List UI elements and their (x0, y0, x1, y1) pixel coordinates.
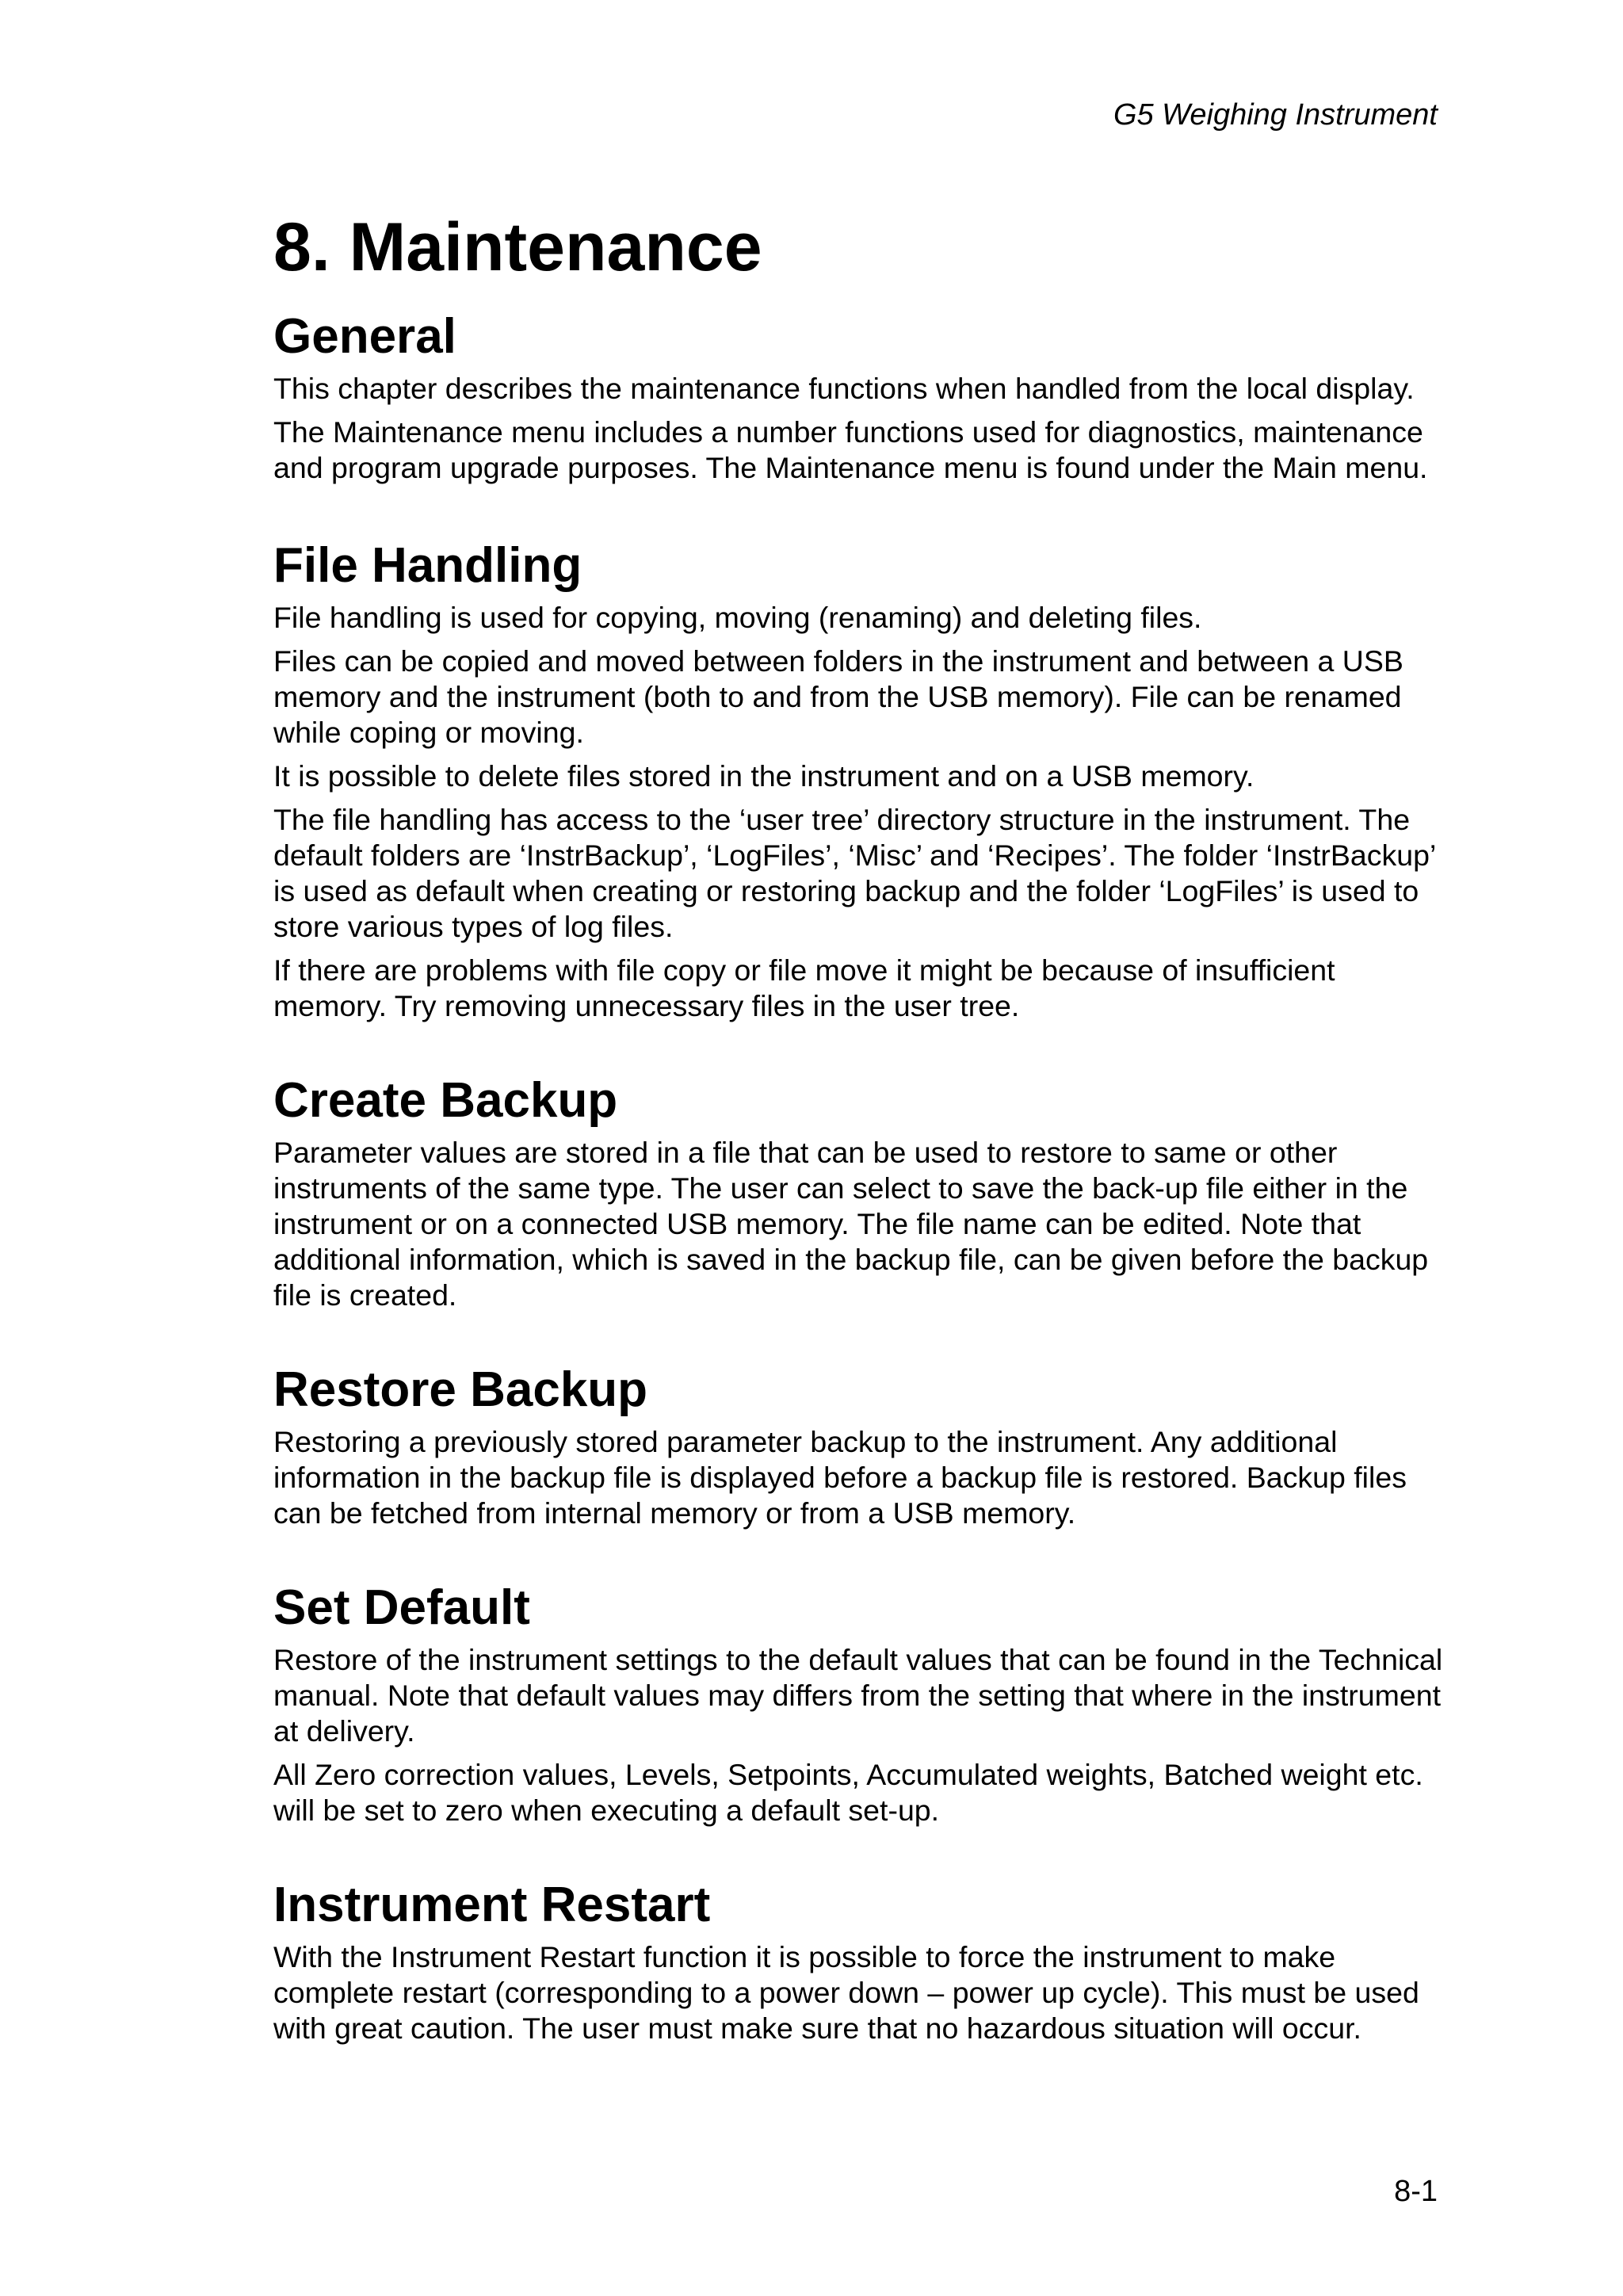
paragraph: If there are problems with file copy or file move it might be because of insufficient memory. Try removing unnecessary files in the user tree. (273, 953, 1335, 1022)
section-heading: Set Default (273, 1580, 530, 1635)
section-heading: General (273, 309, 456, 364)
page-number: 8-1 (1394, 2175, 1438, 2208)
paragraph: The Maintenance menu includes a number functions used for diagnostics, maintenance and program upgrade purposes. The Maintenance menu is found under the Main menu. (273, 415, 1428, 484)
paragraph: This chapter describes the maintenance functions when handled from the local display. (273, 372, 1415, 405)
section-file-handling (273, 537, 1446, 1024)
section-heading: File Handling (273, 538, 582, 593)
section-restore-backup (273, 1361, 1446, 1531)
paragraph: Restoring a previously stored parameter backup to the instrument. Any additional information in the backup file is displayed before a backup file is restored. Backup files can be fetched from internal memory or from a USB memory. (273, 1425, 1407, 1530)
section-create-backup (273, 1072, 1446, 1313)
section-heading: Restore Backup (273, 1362, 648, 1417)
section-instrument-restart (273, 1876, 1446, 2046)
section-set-default (273, 1579, 1446, 1828)
section-general (273, 308, 1446, 486)
section-heading: Instrument Restart (273, 1878, 711, 1932)
paragraph: All Zero correction values, Levels, Setpoints, Accumulated weights, Batched weight etc. will be set to zero when executing a default set-up. (273, 1758, 1423, 1827)
page-content (273, 208, 1446, 2094)
paragraph: File handling is used for copying, moving (renaming) and deleting files. (273, 601, 1202, 634)
running-header: G5 Weighing Instrument (1113, 98, 1438, 132)
section-heading: Create Backup (273, 1073, 618, 1128)
paragraph: Files can be copied and moved between folders in the instrument and between a USB memory and the instrument (both to and from the USB memory). File can be renamed while coping or moving. (273, 644, 1403, 749)
paragraph: Restore of the instrument settings to the default values that can be found in the Technical manual. Note that default values may differs from the setting that where in the instrument at delivery. (273, 1643, 1443, 1748)
paragraph: It is possible to delete files stored in the instrument and on a USB memory. (273, 759, 1254, 793)
paragraph: With the Instrument Restart function it is possible to force the instrument to make complete restart (corresponding to a power down – power up cycle). This must be used with great caution. The user must make sure that no hazardous situation will occur. (273, 1940, 1419, 2045)
paragraph: The file handling has access to the ‘user tree’ directory structure in the instrument. The default folders are ‘InstrBackup’, ‘LogFiles’, ‘Misc’ and ‘Recipes’. The folder ‘InstrBackup’ is used as default when creating or restoring backup and the folder ‘LogFiles’ is used to store various types of log files. (273, 803, 1435, 943)
paragraph: Parameter values are stored in a file that can be used to restore to same or other instruments of the same type. The user can select to save the back-up file either in the instrument or on a connected USB memory. The file name can be edited. Note that additional information, which is saved in the backup file, can be given before the backup file is created. (273, 1136, 1429, 1312)
chapter-title: 8. Maintenance (273, 209, 762, 285)
